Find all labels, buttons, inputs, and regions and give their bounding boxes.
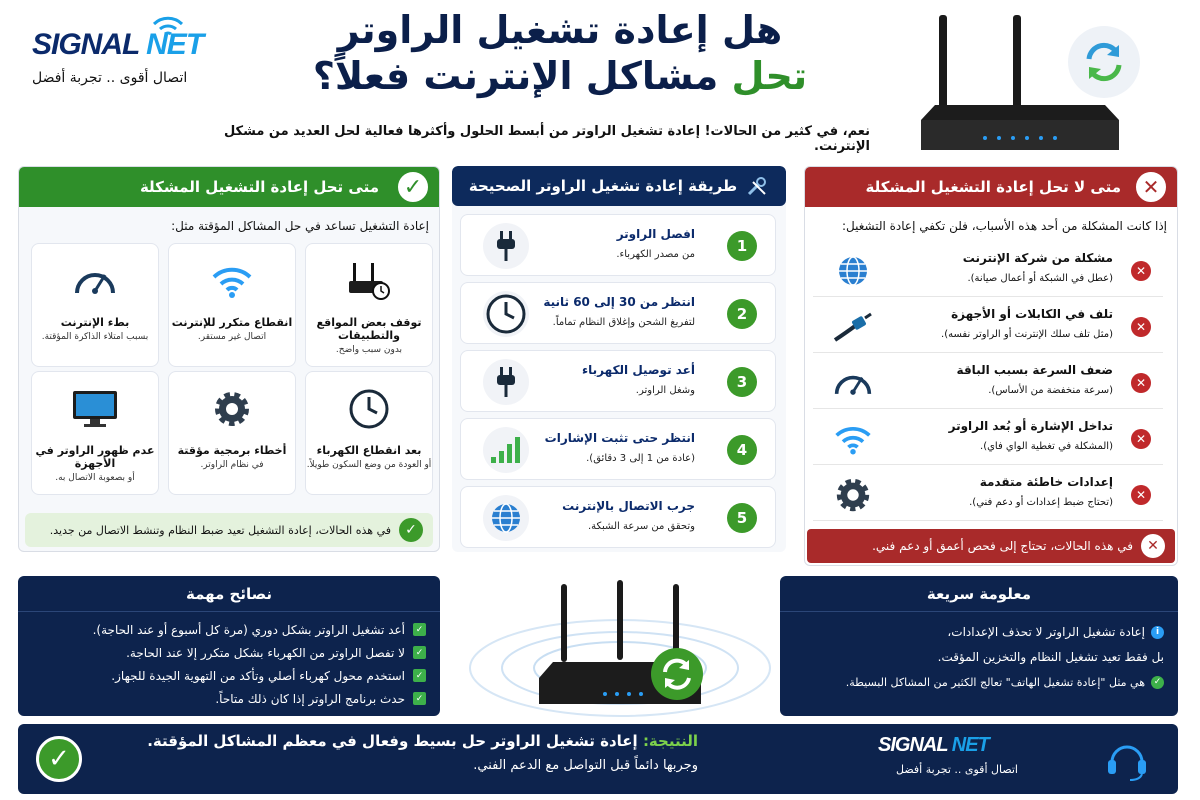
- step-card: [460, 282, 776, 344]
- step-desc: وتحقق من سرعة الشبكة.: [587, 521, 695, 532]
- signal-bars-icon: [489, 435, 523, 465]
- quick-header: معلومة سريعة: [780, 576, 1178, 612]
- step-number: 2: [727, 299, 757, 329]
- check-circle-icon: ✓: [36, 736, 82, 782]
- refresh-icon: [1081, 39, 1127, 85]
- clock-icon: [347, 387, 391, 431]
- not-helps-panel: [804, 166, 1178, 566]
- cause-title: ضعف السرعة بسبب الباقة: [956, 363, 1113, 377]
- step-number: 5: [727, 503, 757, 533]
- symptom-card: [31, 243, 159, 367]
- tip-text: لا تفصل الراوتر من الكهرباء بشكل متكرر إلا عند الحاجة.: [126, 645, 405, 660]
- title-line2: مشاكل الإنترنت فعلاً؟: [312, 53, 719, 98]
- symptom-desc: في نظام الراوتر.: [200, 460, 264, 470]
- plug-icon: [491, 365, 521, 399]
- page-subtitle: نعم، في كثير من الحالات! إعادة تشغيل الراوتر من أبسط الحلول وأكثرها فعالية لحل العديد من مشكل الإنترنت.: [223, 124, 870, 154]
- check-icon: ✓: [413, 646, 426, 659]
- refresh-badge: [1068, 26, 1140, 98]
- symptom-title: انقطاع متكرر للإنترنت: [171, 316, 293, 329]
- cause-title: تداخل الإشارة أو بُعد الراوتر: [948, 419, 1113, 433]
- method-header: طريقة إعادة تشغيل الراوتر الصحيحة: [468, 177, 738, 195]
- symptom-card: [168, 243, 296, 367]
- title-highlight: تحل: [731, 53, 808, 98]
- quick-line3: هي مثل "إعادة تشغيل الهاتف" تعالج الكثير من المشاكل البسيطة.: [845, 675, 1145, 689]
- footer-logo: [878, 734, 1018, 788]
- x-icon: ✕: [1131, 317, 1151, 337]
- cause-title: إعدادات خاطئة متقدمة: [979, 475, 1113, 489]
- x-icon: ✕: [1131, 485, 1151, 505]
- when-helps-intro: إعادة التشغيل تساعد في حل المشاكل المؤقتة مثل:: [171, 219, 429, 233]
- speedometer-icon: [833, 365, 873, 401]
- footer-net: NET: [951, 734, 989, 756]
- symptom-card: [168, 371, 296, 495]
- symptom-desc: بدون سبب واضح.: [335, 345, 403, 355]
- step-desc: (عادة من 1 إلى 3 دقائق).: [586, 453, 695, 464]
- result-text: إعادة تشغيل الراوتر حل بسيط وفعال في معظم المشاكل المؤقتة.: [147, 732, 638, 750]
- symptom-title: عدم ظهور الراوتر في الأجهزة: [35, 444, 155, 470]
- cause-title: مشكلة من شركة الإنترنت: [962, 251, 1113, 265]
- tip-item: [32, 664, 426, 687]
- speedometer-icon: [73, 263, 117, 299]
- globe-icon: [489, 501, 523, 535]
- check-icon: ✓: [413, 623, 426, 636]
- headset-icon: [1102, 734, 1152, 784]
- page-title: [270, 10, 850, 98]
- tip-item: [32, 618, 426, 641]
- footer-signal: SIGNAL: [878, 734, 948, 756]
- wifi-icon: [833, 421, 873, 457]
- router-restart-icon: [465, 578, 775, 718]
- footer-tagline: اتصال أقوى .. تجربة أفضل: [896, 763, 1018, 776]
- not-helps-footer: في هذه الحالات، تحتاج إلى فحص أعمق أو دعم فني.: [872, 539, 1133, 553]
- cause-row: [813, 413, 1163, 465]
- symptom-desc: بسبب امتلاء الذاكرة المؤقتة.: [41, 332, 149, 342]
- brand-tagline: اتصال أقوى .. تجربة أفضل: [32, 70, 188, 86]
- plug-icon: [491, 229, 521, 263]
- step-desc: لتفريغ الشحن وإغلاق النظام تماماً.: [552, 317, 695, 328]
- x-icon: ✕: [1131, 429, 1151, 449]
- quick-info-panel: [780, 576, 1178, 716]
- x-icon: ✕: [1131, 373, 1151, 393]
- symptom-title: بطء الإنترنت: [60, 316, 130, 329]
- check-icon: ✓: [413, 669, 426, 682]
- brand-net: NET: [146, 28, 204, 61]
- tools-icon: [745, 174, 769, 198]
- info-icon: i: [1151, 626, 1164, 639]
- x-icon: ✕: [1141, 534, 1165, 558]
- cable-icon: [833, 312, 873, 342]
- monitor-icon: [70, 389, 120, 429]
- step-title: جرب الاتصال بالإنترنت: [562, 499, 695, 513]
- step-number: 3: [727, 367, 757, 397]
- tip-text: حدث برنامج الراوتر إذا كان ذلك متاحاً.: [215, 691, 405, 706]
- step-title: أعد توصيل الكهرباء: [582, 363, 695, 377]
- brand-logo: [28, 10, 228, 90]
- cause-row: [813, 469, 1163, 521]
- symptom-desc: اتصال غير مستقر.: [197, 332, 267, 342]
- cause-row: [813, 301, 1163, 353]
- result-sub: وجربها دائماً قبل التواصل مع الدعم الفني.: [473, 758, 698, 773]
- gear-icon: [211, 388, 253, 430]
- check-icon: ✓: [1151, 676, 1164, 689]
- step-title: افصل الراوتر: [616, 227, 695, 241]
- check-icon: ✓: [399, 518, 423, 542]
- wifi-icon: [210, 263, 254, 299]
- method-panel: [452, 166, 786, 552]
- step-desc: وشغل الراوتر.: [635, 385, 695, 396]
- tips-panel: [18, 576, 440, 716]
- not-helps-intro: إذا كانت المشكلة من أحد هذه الأسباب، فلن تكفي إعادة التشغيل:: [841, 219, 1167, 233]
- symptom-card: [305, 243, 433, 367]
- step-card: [460, 350, 776, 412]
- cause-desc: (مثل تلف سلك الإنترنت أو الراوتر نفسه).: [941, 329, 1113, 340]
- title-line1: هل إعادة تشغيل الراوتر: [337, 8, 783, 52]
- brand-signal: SIGNAL: [32, 28, 139, 61]
- step-card: [460, 418, 776, 480]
- globe-icon: [836, 254, 870, 288]
- symptom-desc: أو بصعوبة الاتصال به.: [55, 473, 135, 483]
- symptom-title: بعد انقطاع الكهرباء: [316, 444, 422, 457]
- symptom-title: توقف بعض المواقع والتطبيقات: [316, 316, 422, 342]
- when-helps-footer: في هذه الحالات، إعادة التشغيل تعيد ضبط النظام وتنشط الاتصال من جديد.: [49, 523, 391, 537]
- quick-line2: بل فقط تعيد تشغيل النظام والتخزين المؤقت.: [937, 650, 1164, 664]
- symptom-card: [305, 371, 433, 495]
- cause-desc: (المشكلة في تغطية الواي فاي).: [980, 441, 1113, 452]
- not-helps-header: متى لا تحل إعادة التشغيل المشكلة: [865, 178, 1121, 196]
- step-desc: من مصدر الكهرباء.: [616, 249, 695, 260]
- x-icon: ✕: [1131, 261, 1151, 281]
- step-number: 1: [727, 231, 757, 261]
- symptom-card: [31, 371, 159, 495]
- tip-text: أعد تشغيل الراوتر بشكل دوري (مرة كل أسبوع أو عند الحاجة).: [92, 622, 405, 637]
- cause-title: تلف في الكابلات أو الأجهزة: [951, 307, 1113, 321]
- tip-item: [32, 687, 426, 710]
- cause-desc: (سرعة منخفضة من الأساس).: [988, 385, 1113, 396]
- cause-row: [813, 245, 1163, 297]
- result-label: النتيجة:: [642, 732, 698, 750]
- check-icon: ✓: [413, 692, 426, 705]
- step-card: [460, 214, 776, 276]
- step-title: انتظر حتى تثبت الإشارات: [544, 431, 695, 445]
- when-helps-header: متى تحل إعادة التشغيل المشكلة: [139, 178, 379, 196]
- gear-icon: [833, 474, 873, 516]
- when-helps-panel: [18, 166, 440, 552]
- router-clock-icon: [347, 261, 391, 301]
- cause-desc: (عطل في الشبكة أو أعمال صيانة).: [967, 273, 1113, 284]
- tip-item: [32, 641, 426, 664]
- symptom-desc: أو العودة من وضع السكون طويلاً.: [306, 460, 432, 470]
- tip-text: استخدم محول كهرباء أصلي وتأكد من التهوية الجيدة للجهاز.: [111, 668, 405, 683]
- check-badge-icon: ✓: [395, 169, 431, 205]
- x-badge-icon: ✕: [1133, 169, 1169, 205]
- step-card: [460, 486, 776, 548]
- result-bar: [18, 724, 1178, 794]
- quick-line1: إعادة تشغيل الراوتر لا تحذف الإعدادات،: [947, 625, 1145, 639]
- symptom-title: أخطاء برمجية مؤقتة: [177, 444, 287, 457]
- clock-icon: [484, 292, 528, 336]
- step-number: 4: [727, 435, 757, 465]
- cause-row: [813, 357, 1163, 409]
- cause-desc: (تحتاج ضبط إعدادات أو دعم فني).: [969, 497, 1113, 508]
- step-title: انتظر من 30 إلى 60 ثانية: [543, 295, 695, 309]
- tips-header: نصائح مهمة: [18, 576, 440, 612]
